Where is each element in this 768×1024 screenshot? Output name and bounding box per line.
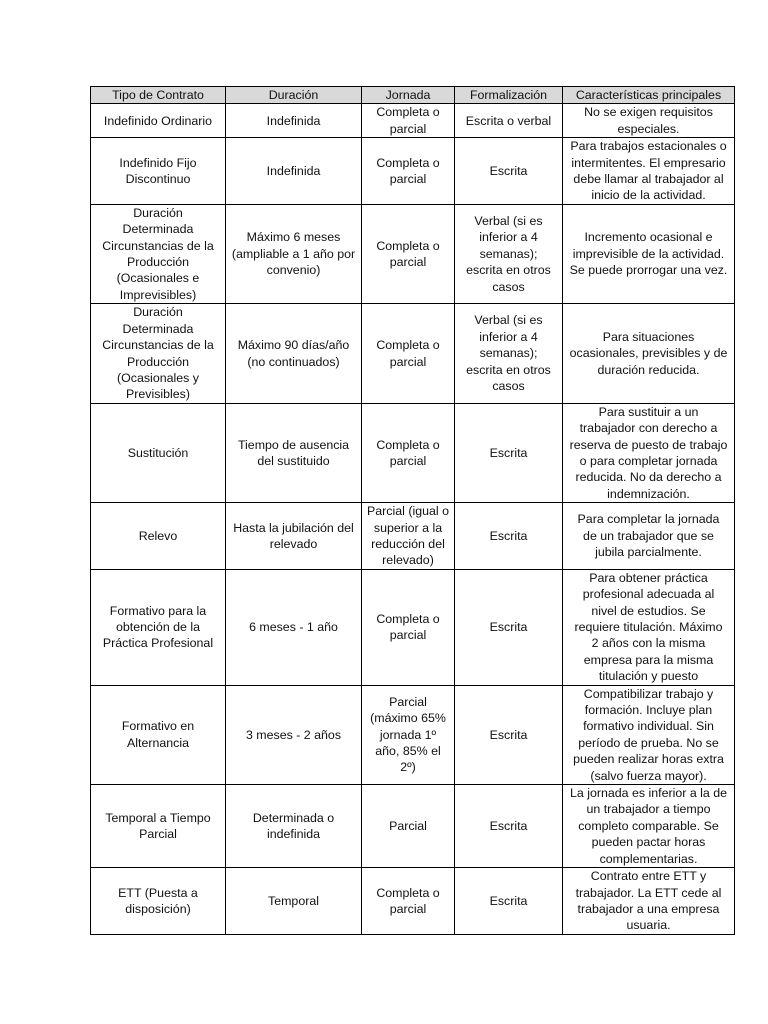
cell-caracteristicas: Compatibilizar trabajo y formación. Incluye plan formativo individual. Sin período de prueba. No se pueden realizar horas extra (salvo fuerza mayor).	[563, 685, 735, 784]
table-row	[91, 503, 735, 570]
cell-formalizacion: Escrita	[455, 685, 563, 784]
cell-formalizacion: Verbal (si es inferior a 4 semanas); escrita en otros casos	[455, 304, 563, 403]
cell-jornada: Completa o parcial	[362, 304, 455, 403]
cell-tipo: Formativo para la obtención de la Práctica Profesional	[91, 569, 226, 685]
table-row	[91, 569, 735, 685]
cell-formalizacion: Verbal (si es inferior a 4 semanas); escrita en otros casos	[455, 204, 563, 303]
cell-duracion: Indefinida	[226, 138, 362, 205]
cell-tipo: Formativo en Alternancia	[91, 685, 226, 784]
table-row	[91, 304, 735, 403]
cell-formalizacion: Escrita	[455, 785, 563, 868]
cell-jornada: Completa o parcial	[362, 204, 455, 303]
cell-duracion: Indefinida	[226, 104, 362, 138]
cell-jornada: Parcial (igual o superior a la reducción del relevado)	[362, 503, 455, 570]
cell-caracteristicas: Para completar la jornada de un trabajador que se jubila parcialmente.	[563, 503, 735, 570]
cell-tipo: Duración Determinada Circunstancias de la Producción (Ocasionales y Previsibles)	[91, 304, 226, 403]
cell-tipo: Indefinido Fijo Discontinuo	[91, 138, 226, 205]
table-row	[91, 785, 735, 868]
cell-caracteristicas: Contrato entre ETT y trabajador. La ETT cede al trabajador a una empresa usuaria.	[563, 868, 735, 935]
cell-caracteristicas: Incremento ocasional e imprevisible de la actividad. Se puede prorrogar una vez.	[563, 204, 735, 303]
cell-duracion: Temporal	[226, 868, 362, 935]
cell-tipo: Temporal a Tiempo Parcial	[91, 785, 226, 868]
cell-tipo: Relevo	[91, 503, 226, 570]
table-row	[91, 138, 735, 205]
cell-formalizacion: Escrita	[455, 503, 563, 570]
cell-tipo: Duración Determinada Circunstancias de la Producción (Ocasionales e Imprevisibles)	[91, 204, 226, 303]
cell-caracteristicas: No se exigen requisitos especiales.	[563, 104, 735, 138]
table-row	[91, 104, 735, 138]
cell-jornada: Completa o parcial	[362, 403, 455, 502]
cell-duracion: Determinada o indefinida	[226, 785, 362, 868]
cell-duracion: Máximo 90 días/año (no continuados)	[226, 304, 362, 403]
cell-formalizacion: Escrita	[455, 138, 563, 205]
document-page	[90, 86, 734, 935]
header-caracteristicas: Características principales	[563, 87, 735, 104]
cell-jornada: Completa o parcial	[362, 104, 455, 138]
cell-tipo: Sustitución	[91, 403, 226, 502]
cell-jornada: Completa o parcial	[362, 868, 455, 935]
contract-types-table	[90, 86, 735, 935]
cell-formalizacion: Escrita	[455, 569, 563, 685]
cell-formalizacion: Escrita	[455, 403, 563, 502]
cell-caracteristicas: La jornada es inferior a la de un trabajador a tiempo completo comparable. Se pueden pactar horas complementarias.	[563, 785, 735, 868]
cell-duracion: Máximo 6 meses (ampliable a 1 año por convenio)	[226, 204, 362, 303]
table-row	[91, 685, 735, 784]
header-jornada: Jornada	[362, 87, 455, 104]
cell-duracion: Hasta la jubilación del relevado	[226, 503, 362, 570]
cell-caracteristicas: Para trabajos estacionales o intermitentes. El empresario debe llamar al trabajador al inicio de la actividad.	[563, 138, 735, 205]
cell-duracion: 6 meses - 1 año	[226, 569, 362, 685]
table-row	[91, 868, 735, 935]
cell-tipo: ETT (Puesta a disposición)	[91, 868, 226, 935]
header-tipo-de-contrato: Tipo de Contrato	[91, 87, 226, 104]
table-header-row	[91, 87, 735, 104]
cell-jornada: Parcial	[362, 785, 455, 868]
header-duracion: Duración	[226, 87, 362, 104]
cell-jornada: Completa o parcial	[362, 569, 455, 685]
header-formalizacion: Formalización	[455, 87, 563, 104]
cell-jornada: Parcial (máximo 65% jornada 1º año, 85% el 2º)	[362, 685, 455, 784]
cell-formalizacion: Escrita	[455, 868, 563, 935]
table-row	[91, 403, 735, 502]
cell-duracion: Tiempo de ausencia del sustituido	[226, 403, 362, 502]
cell-jornada: Completa o parcial	[362, 138, 455, 205]
cell-caracteristicas: Para situaciones ocasionales, previsibles y de duración reducida.	[563, 304, 735, 403]
cell-duracion: 3 meses - 2 años	[226, 685, 362, 784]
table-row	[91, 204, 735, 303]
cell-caracteristicas: Para sustituir a un trabajador con derecho a reserva de puesto de trabajo o para completar jornada reducida. No da derecho a indemnización.	[563, 403, 735, 502]
cell-caracteristicas: Para obtener práctica profesional adecuada al nivel de estudios. Se requiere titulación. Máximo 2 años con la misma empresa para la misma titulación y puesto	[563, 569, 735, 685]
cell-formalizacion: Escrita o verbal	[455, 104, 563, 138]
cell-tipo: Indefinido Ordinario	[91, 104, 226, 138]
